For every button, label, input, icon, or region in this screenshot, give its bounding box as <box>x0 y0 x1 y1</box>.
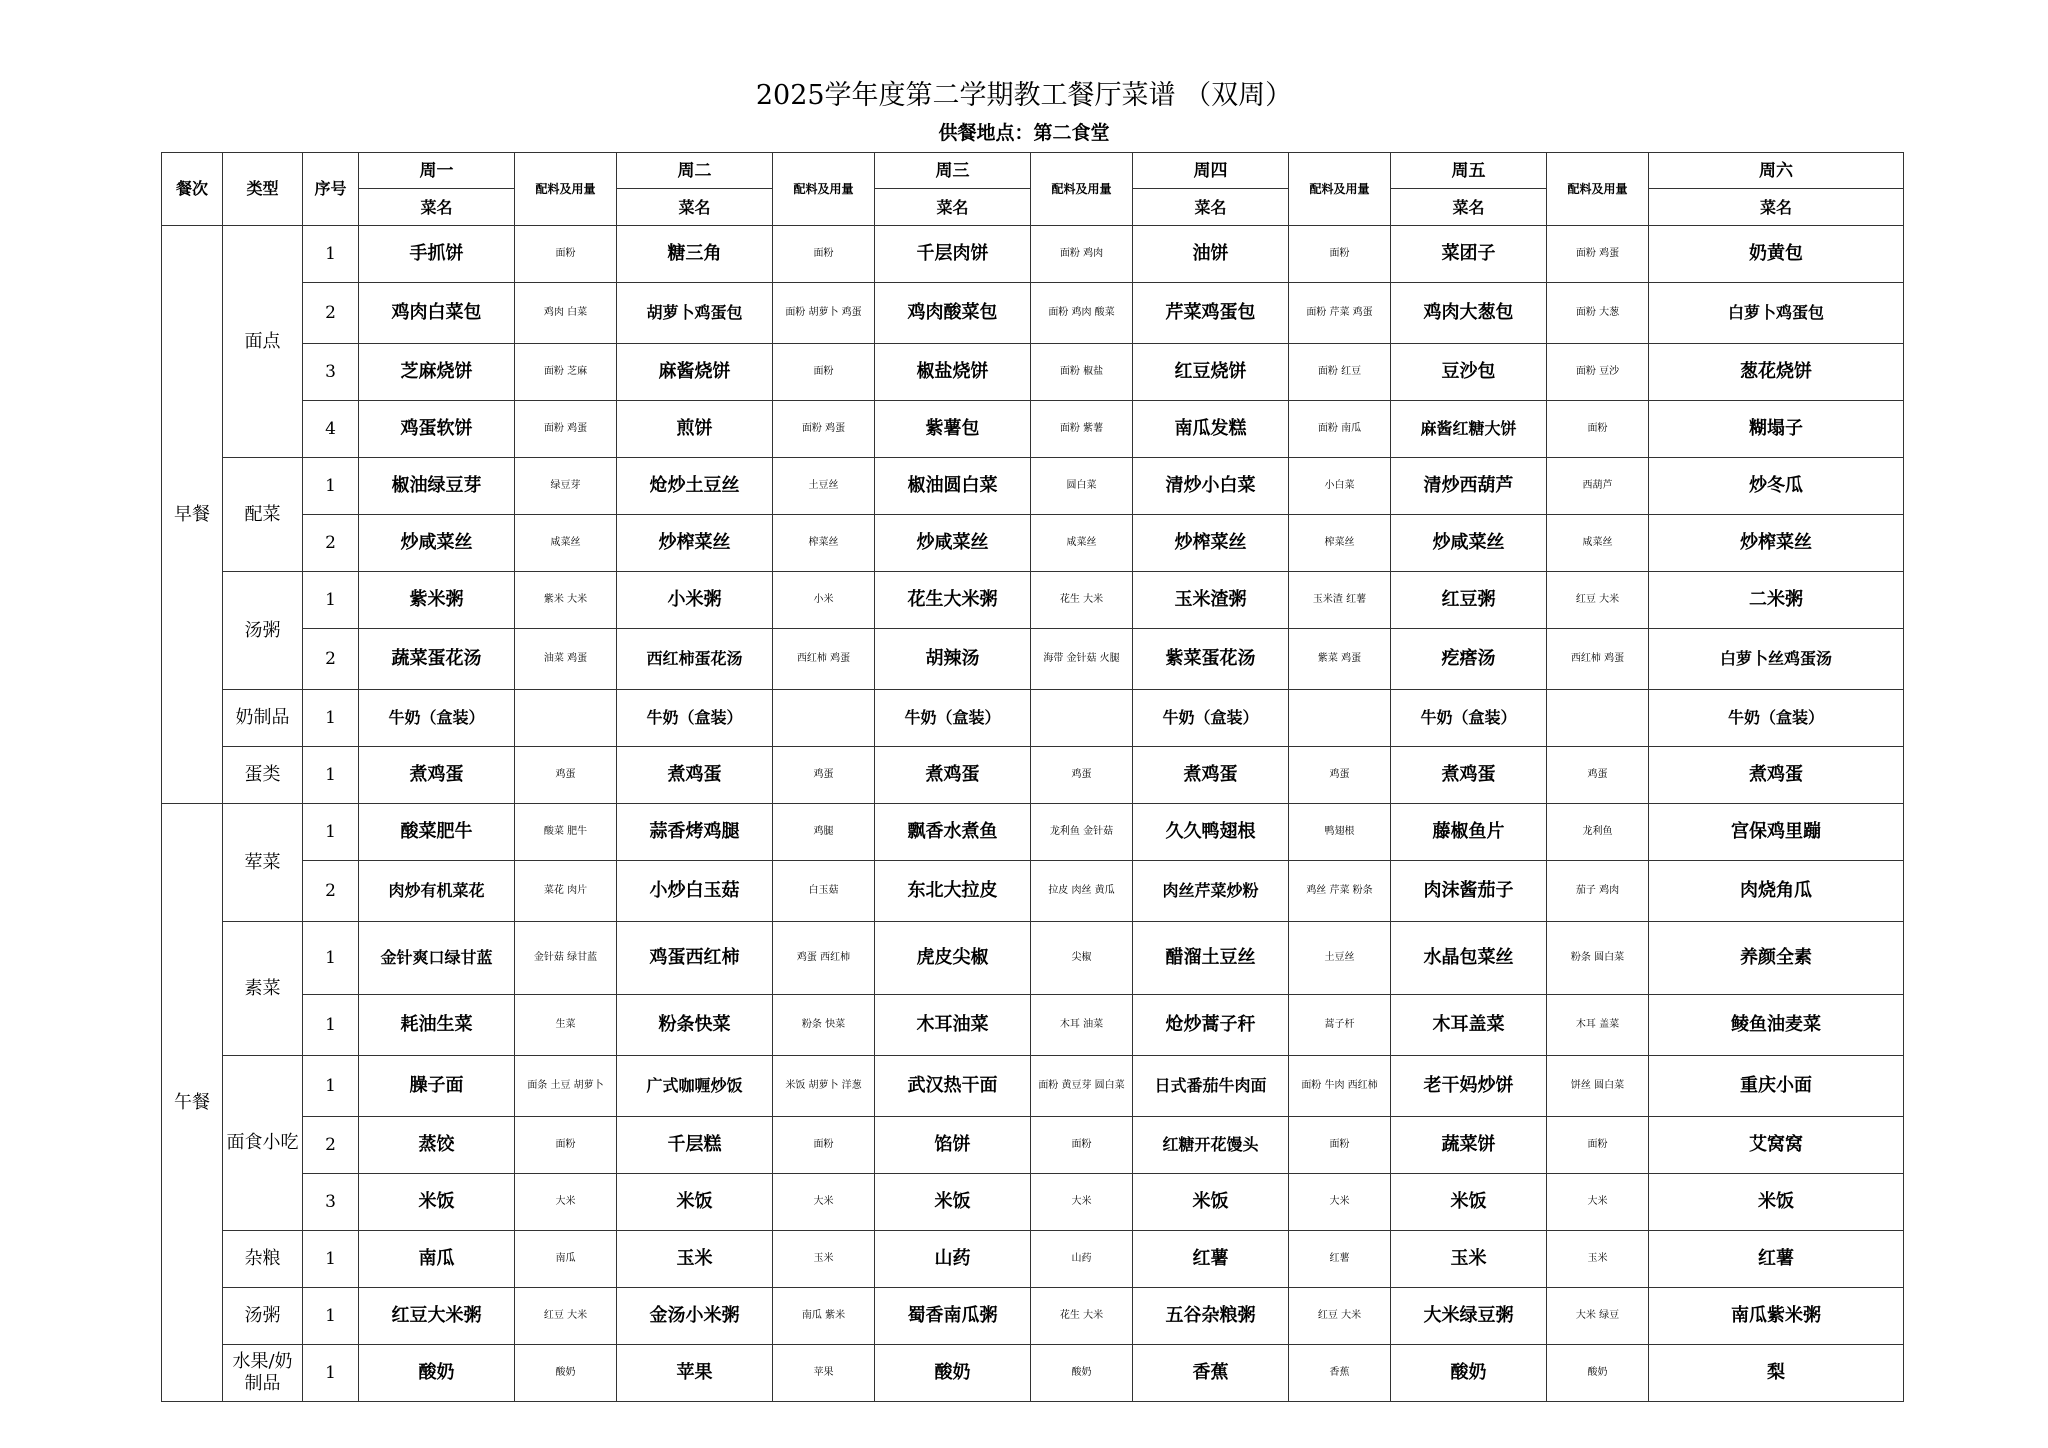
dish-ingredients: 苹果 <box>773 1344 875 1401</box>
type-label: 面食小吃 <box>223 1055 303 1230</box>
dish-ingredients: 尖椒 <box>1031 921 1133 994</box>
dish-ingredients: 面粉 鸡蛋 <box>773 400 875 457</box>
dish-ingredients: 大米 <box>1547 1173 1649 1230</box>
dish-ingredients: 米饭 胡萝卜 洋葱 <box>773 1055 875 1116</box>
dish-name: 老干妈炒饼 <box>1391 1055 1547 1116</box>
page-title: 2025学年度第二学期教工餐厅菜谱 （双周） <box>755 80 1293 111</box>
dish-name: 香蕉 <box>1133 1344 1289 1401</box>
dish-ingredients: 面粉 <box>773 343 875 400</box>
seq-number: 1 <box>303 457 359 514</box>
menu-row <box>162 343 1904 400</box>
dish-name: 清炒西葫芦 <box>1391 457 1547 514</box>
dish-name: 大米绿豆粥 <box>1391 1287 1547 1344</box>
dish-ingredients: 鸡蛋 <box>1031 746 1133 803</box>
dish-name: 飘香水煮鱼 <box>875 803 1031 860</box>
dish-ingredients: 小米 <box>773 571 875 628</box>
dish-name: 宫保鸡里蹦 <box>1649 803 1904 860</box>
dish-name: 酸菜肥牛 <box>359 803 515 860</box>
dish-name: 鸡蛋西红柿 <box>617 921 773 994</box>
dish-name: 麻酱红糖大饼 <box>1391 400 1547 457</box>
dish-name: 玉米渣粥 <box>1133 571 1289 628</box>
header-ingredients: 配料及用量 <box>773 153 875 226</box>
dish-ingredients: 西葫芦 <box>1547 457 1649 514</box>
dish-ingredients: 面粉 鸡蛋 <box>515 400 617 457</box>
dish-ingredients: 酸奶 <box>515 1344 617 1401</box>
dish-name: 鸡肉白菜包 <box>359 282 515 343</box>
header-type: 类型 <box>223 153 303 226</box>
dish-ingredients: 鸡蛋 <box>773 746 875 803</box>
dish-ingredients: 香蕉 <box>1289 1344 1391 1401</box>
dish-name: 千层肉饼 <box>875 225 1031 282</box>
dish-ingredients: 面粉 芝麻 <box>515 343 617 400</box>
menu-row <box>162 1055 1904 1116</box>
dish-ingredients: 山药 <box>1031 1230 1133 1287</box>
dish-ingredients: 菜花 肉片 <box>515 860 617 921</box>
menu-row <box>162 803 1904 860</box>
dish-ingredients: 红薯 <box>1289 1230 1391 1287</box>
dish-name: 胡萝卜鸡蛋包 <box>617 282 773 343</box>
dish-ingredients: 红豆 大米 <box>515 1287 617 1344</box>
dish-ingredients <box>773 689 875 746</box>
dish-name: 紫菜蛋花汤 <box>1133 628 1289 689</box>
dish-name: 蒜香烤鸡腿 <box>617 803 773 860</box>
dish-name: 牛奶（盒装） <box>1649 689 1904 746</box>
dish-ingredients: 南瓜 紫米 <box>773 1287 875 1344</box>
dish-name: 玉米 <box>617 1230 773 1287</box>
dish-name: 菜团子 <box>1391 225 1547 282</box>
dish-name: 葱花烧饼 <box>1649 343 1904 400</box>
dish-name: 耗油生菜 <box>359 994 515 1055</box>
dish-name: 奶黄包 <box>1649 225 1904 282</box>
menu-row <box>162 1116 1904 1173</box>
dish-name: 千层糕 <box>617 1116 773 1173</box>
dish-name: 白萝卜鸡蛋包 <box>1649 282 1904 343</box>
menu-row <box>162 457 1904 514</box>
header-dish-name: 菜名 <box>875 189 1031 225</box>
menu-row <box>162 628 1904 689</box>
header-day-fri: 周五 <box>1391 153 1547 189</box>
dish-ingredients: 粉条 圆白菜 <box>1547 921 1649 994</box>
seq-number: 1 <box>303 689 359 746</box>
dish-name: 酸奶 <box>875 1344 1031 1401</box>
header-ingredients: 配料及用量 <box>1031 153 1133 226</box>
dish-name: 木耳盖菜 <box>1391 994 1547 1055</box>
menu-row <box>162 514 1904 571</box>
dish-ingredients: 鸡丝 芹菜 粉条 <box>1289 860 1391 921</box>
dish-name: 炒冬瓜 <box>1649 457 1904 514</box>
dish-name: 煮鸡蛋 <box>875 746 1031 803</box>
dish-name: 花生大米粥 <box>875 571 1031 628</box>
type-label: 汤粥 <box>223 571 303 689</box>
dish-ingredients: 土豆丝 <box>773 457 875 514</box>
dish-name: 米饭 <box>875 1173 1031 1230</box>
dish-name: 煎饼 <box>617 400 773 457</box>
dish-name: 广式咖喱炒饭 <box>617 1055 773 1116</box>
header-ingredients: 配料及用量 <box>1289 153 1391 226</box>
dish-ingredients: 面粉 黄豆芽 圆白菜 <box>1031 1055 1133 1116</box>
menu-row <box>162 689 1904 746</box>
header-meal: 餐次 <box>162 153 223 226</box>
dish-name: 紫米粥 <box>359 571 515 628</box>
dish-name: 玉米 <box>1391 1230 1547 1287</box>
menu-row <box>162 1230 1904 1287</box>
dish-name: 金汤小米粥 <box>617 1287 773 1344</box>
dish-ingredients: 榨菜丝 <box>1289 514 1391 571</box>
dish-ingredients: 大米 <box>773 1173 875 1230</box>
seq-number: 3 <box>303 1173 359 1230</box>
page-subtitle: 供餐地点：第二食堂 <box>938 122 1110 144</box>
seq-number: 2 <box>303 282 359 343</box>
menu-row <box>162 921 1904 994</box>
dish-name: 炒咸菜丝 <box>875 514 1031 571</box>
dish-name: 麻酱烧饼 <box>617 343 773 400</box>
dish-name: 炒咸菜丝 <box>1391 514 1547 571</box>
dish-name: 武汉热干面 <box>875 1055 1031 1116</box>
seq-number: 3 <box>303 343 359 400</box>
meal-label: 早餐 <box>162 225 223 803</box>
seq-number: 2 <box>303 1116 359 1173</box>
dish-ingredients: 面粉 鸡肉 酸菜 <box>1031 282 1133 343</box>
dish-name: 椒油圆白菜 <box>875 457 1031 514</box>
dish-name: 南瓜发糕 <box>1133 400 1289 457</box>
dish-name: 煮鸡蛋 <box>359 746 515 803</box>
dish-name: 重庆小面 <box>1649 1055 1904 1116</box>
dish-name: 白萝卜丝鸡蛋汤 <box>1649 628 1904 689</box>
menu-row <box>162 1344 1904 1401</box>
dish-name: 椒油绿豆芽 <box>359 457 515 514</box>
header-day-sat: 周六 <box>1649 153 1904 189</box>
dish-name: 炒咸菜丝 <box>359 514 515 571</box>
dish-ingredients: 花生 大米 <box>1031 1287 1133 1344</box>
seq-number: 2 <box>303 628 359 689</box>
dish-name: 清炒小白菜 <box>1133 457 1289 514</box>
dish-name: 馅饼 <box>875 1116 1031 1173</box>
dish-name: 煮鸡蛋 <box>1391 746 1547 803</box>
meal-label: 午餐 <box>162 803 223 1401</box>
seq-number: 1 <box>303 921 359 994</box>
dish-ingredients: 大米 <box>1031 1173 1133 1230</box>
seq-number: 1 <box>303 746 359 803</box>
dish-ingredients: 鸡腿 <box>773 803 875 860</box>
dish-ingredients: 玉米 <box>773 1230 875 1287</box>
dish-ingredients <box>1547 689 1649 746</box>
dish-name: 煮鸡蛋 <box>1649 746 1904 803</box>
dish-name: 山药 <box>875 1230 1031 1287</box>
dish-name: 手抓饼 <box>359 225 515 282</box>
dish-name: 牛奶（盒装） <box>1391 689 1547 746</box>
dish-ingredients: 鸡蛋 <box>1289 746 1391 803</box>
dish-ingredients: 红豆 大米 <box>1547 571 1649 628</box>
dish-name: 粉条快菜 <box>617 994 773 1055</box>
dish-name: 糖三角 <box>617 225 773 282</box>
dish-name: 米饭 <box>1133 1173 1289 1230</box>
header-dish-name: 菜名 <box>359 189 515 225</box>
dish-ingredients: 面粉 <box>1547 400 1649 457</box>
dish-ingredients: 龙利鱼 金针菇 <box>1031 803 1133 860</box>
dish-ingredients: 花生 大米 <box>1031 571 1133 628</box>
dish-name: 芝麻烧饼 <box>359 343 515 400</box>
dish-ingredients: 粉条 快菜 <box>773 994 875 1055</box>
dish-ingredients: 面粉 鸡肉 <box>1031 225 1133 282</box>
type-label: 杂粮 <box>223 1230 303 1287</box>
dish-ingredients: 茄子 鸡肉 <box>1547 860 1649 921</box>
dish-name: 南瓜 <box>359 1230 515 1287</box>
seq-number: 1 <box>303 1344 359 1401</box>
dish-ingredients: 绿豆芽 <box>515 457 617 514</box>
dish-ingredients: 红豆 大米 <box>1289 1287 1391 1344</box>
dish-name: 红薯 <box>1649 1230 1904 1287</box>
menu-row <box>162 1287 1904 1344</box>
dish-name: 炝炒蒿子秆 <box>1133 994 1289 1055</box>
type-label: 配菜 <box>223 457 303 571</box>
dish-name: 糊塌子 <box>1649 400 1904 457</box>
dish-ingredients: 鸡蛋 西红柿 <box>773 921 875 994</box>
seq-number: 1 <box>303 994 359 1055</box>
header-ingredients: 配料及用量 <box>515 153 617 226</box>
dish-ingredients: 紫菜 鸡蛋 <box>1289 628 1391 689</box>
dish-ingredients: 面粉 <box>1031 1116 1133 1173</box>
dish-name: 日式番茄牛肉面 <box>1133 1055 1289 1116</box>
seq-number: 2 <box>303 514 359 571</box>
dish-name: 南瓜紫米粥 <box>1649 1287 1904 1344</box>
dish-name: 二米粥 <box>1649 571 1904 628</box>
dish-ingredients: 咸菜丝 <box>1031 514 1133 571</box>
dish-name: 西红柿蛋花汤 <box>617 628 773 689</box>
dish-name: 鸡肉大葱包 <box>1391 282 1547 343</box>
dish-ingredients: 面粉 芹菜 鸡蛋 <box>1289 282 1391 343</box>
dish-name: 东北大拉皮 <box>875 860 1031 921</box>
dish-ingredients: 木耳 油菜 <box>1031 994 1133 1055</box>
seq-number: 1 <box>303 1055 359 1116</box>
dish-name: 米饭 <box>1649 1173 1904 1230</box>
dish-name: 肉丝芹菜炒粉 <box>1133 860 1289 921</box>
dish-ingredients: 木耳 盖菜 <box>1547 994 1649 1055</box>
dish-ingredients: 面粉 <box>515 1116 617 1173</box>
dish-name: 肉炒有机菜花 <box>359 860 515 921</box>
dish-ingredients: 大米 <box>515 1173 617 1230</box>
dish-ingredients <box>1031 689 1133 746</box>
dish-name: 炒榨菜丝 <box>1649 514 1904 571</box>
dish-name: 木耳油菜 <box>875 994 1031 1055</box>
header-day-thu: 周四 <box>1133 153 1289 189</box>
dish-ingredients: 酸菜 肥牛 <box>515 803 617 860</box>
dish-name: 炒榨菜丝 <box>1133 514 1289 571</box>
dish-name: 酸奶 <box>359 1344 515 1401</box>
dish-ingredients: 圆白菜 <box>1031 457 1133 514</box>
dish-ingredients: 面粉 椒盐 <box>1031 343 1133 400</box>
dish-name: 豆沙包 <box>1391 343 1547 400</box>
dish-ingredients: 面粉 <box>1289 225 1391 282</box>
header-dish-name: 菜名 <box>1649 189 1904 225</box>
seq-number: 1 <box>303 803 359 860</box>
dish-name: 米饭 <box>617 1173 773 1230</box>
dish-name: 醋溜土豆丝 <box>1133 921 1289 994</box>
dish-ingredients: 面粉 牛肉 西红柿 <box>1289 1055 1391 1116</box>
dish-name: 蜀香南瓜粥 <box>875 1287 1031 1344</box>
dish-ingredients: 面粉 胡萝卜 鸡蛋 <box>773 282 875 343</box>
seq-number: 1 <box>303 1287 359 1344</box>
dish-ingredients: 面粉 南瓜 <box>1289 400 1391 457</box>
dish-name: 五谷杂粮粥 <box>1133 1287 1289 1344</box>
dish-name: 米饭 <box>1391 1173 1547 1230</box>
dish-ingredients: 西红柿 鸡蛋 <box>1547 628 1649 689</box>
dish-ingredients: 龙利鱼 <box>1547 803 1649 860</box>
dish-name: 小米粥 <box>617 571 773 628</box>
dish-ingredients: 面粉 <box>515 225 617 282</box>
dish-name: 红豆大米粥 <box>359 1287 515 1344</box>
dish-name: 米饭 <box>359 1173 515 1230</box>
dish-name: 虎皮尖椒 <box>875 921 1031 994</box>
dish-name: 椒盐烧饼 <box>875 343 1031 400</box>
dish-ingredients: 生菜 <box>515 994 617 1055</box>
dish-ingredients: 酸奶 <box>1031 1344 1133 1401</box>
dish-ingredients: 面条 土豆 胡萝卜 <box>515 1055 617 1116</box>
dish-ingredients: 大米 <box>1289 1173 1391 1230</box>
dish-ingredients: 面粉 <box>1547 1116 1649 1173</box>
dish-ingredients: 金针菇 绿甘蓝 <box>515 921 617 994</box>
dish-name: 红糖开花馒头 <box>1133 1116 1289 1173</box>
seq-number: 2 <box>303 860 359 921</box>
dish-name: 艾窝窝 <box>1649 1116 1904 1173</box>
dish-ingredients <box>515 689 617 746</box>
header-dish-name: 菜名 <box>1133 189 1289 225</box>
type-label: 奶制品 <box>223 689 303 746</box>
dish-ingredients: 白玉菇 <box>773 860 875 921</box>
dish-name: 炝炒土豆丝 <box>617 457 773 514</box>
dish-ingredients: 榨菜丝 <box>773 514 875 571</box>
dish-name: 牛奶（盒装） <box>359 689 515 746</box>
dish-ingredients: 小白菜 <box>1289 457 1391 514</box>
menu-row <box>162 746 1904 803</box>
dish-name: 小炒白玉菇 <box>617 860 773 921</box>
dish-ingredients: 西红柿 鸡蛋 <box>773 628 875 689</box>
dish-ingredients: 面粉 鸡蛋 <box>1547 225 1649 282</box>
dish-name: 红薯 <box>1133 1230 1289 1287</box>
seq-number: 1 <box>303 1230 359 1287</box>
dish-ingredients: 鸡蛋 <box>515 746 617 803</box>
menu-row <box>162 400 1904 457</box>
dish-ingredients: 面粉 <box>773 1116 875 1173</box>
seq-number: 1 <box>303 225 359 282</box>
type-label: 蛋类 <box>223 746 303 803</box>
dish-name: 酸奶 <box>1391 1344 1547 1401</box>
dish-ingredients: 鸡肉 白菜 <box>515 282 617 343</box>
header-seq: 序号 <box>303 153 359 226</box>
menu-row <box>162 994 1904 1055</box>
dish-name: 红豆粥 <box>1391 571 1547 628</box>
dish-ingredients: 面粉 <box>1289 1116 1391 1173</box>
dish-ingredients: 咸菜丝 <box>515 514 617 571</box>
dish-ingredients: 酸奶 <box>1547 1344 1649 1401</box>
dish-name: 牛奶（盒装） <box>1133 689 1289 746</box>
dish-name: 梨 <box>1649 1344 1904 1401</box>
dish-ingredients: 蒿子杆 <box>1289 994 1391 1055</box>
header-day-mon: 周一 <box>359 153 515 189</box>
dish-name: 油饼 <box>1133 225 1289 282</box>
dish-ingredients: 鸡蛋 <box>1547 746 1649 803</box>
dish-ingredients <box>1289 689 1391 746</box>
type-label: 水果/奶制品 <box>223 1344 303 1401</box>
dish-ingredients: 面粉 红豆 <box>1289 343 1391 400</box>
dish-name: 紫薯包 <box>875 400 1031 457</box>
dish-name: 肉烧角瓜 <box>1649 860 1904 921</box>
dish-ingredients: 南瓜 <box>515 1230 617 1287</box>
dish-name: 煮鸡蛋 <box>1133 746 1289 803</box>
type-label: 汤粥 <box>223 1287 303 1344</box>
dish-name: 金针爽口绿甘蓝 <box>359 921 515 994</box>
dish-ingredients: 海带 金针菇 火腿 <box>1031 628 1133 689</box>
dish-ingredients: 玉米渣 红薯 <box>1289 571 1391 628</box>
dish-ingredients: 大米 绿豆 <box>1547 1287 1649 1344</box>
dish-ingredients: 土豆丝 <box>1289 921 1391 994</box>
dish-name: 鸡蛋软饼 <box>359 400 515 457</box>
menu-row <box>162 860 1904 921</box>
seq-number: 4 <box>303 400 359 457</box>
dish-name: 鲮鱼油麦菜 <box>1649 994 1904 1055</box>
dish-ingredients: 面粉 <box>773 225 875 282</box>
dish-ingredients: 面粉 紫薯 <box>1031 400 1133 457</box>
type-label: 荤菜 <box>223 803 303 921</box>
type-label: 面点 <box>223 225 303 457</box>
header-row-days <box>162 153 1904 189</box>
menu-row <box>162 225 1904 282</box>
dish-ingredients: 面粉 豆沙 <box>1547 343 1649 400</box>
dish-name: 蔬菜蛋花汤 <box>359 628 515 689</box>
dish-name: 臊子面 <box>359 1055 515 1116</box>
dish-name: 牛奶（盒装） <box>875 689 1031 746</box>
dish-name: 蔬菜饼 <box>1391 1116 1547 1173</box>
header-day-tue: 周二 <box>617 153 773 189</box>
dish-name: 鸡肉酸菜包 <box>875 282 1031 343</box>
header-ingredients: 配料及用量 <box>1547 153 1649 226</box>
seq-number: 1 <box>303 571 359 628</box>
header-day-wed: 周三 <box>875 153 1031 189</box>
dish-name: 牛奶（盒装） <box>617 689 773 746</box>
dish-ingredients: 面粉 大葱 <box>1547 282 1649 343</box>
dish-ingredients: 鸭翅根 <box>1289 803 1391 860</box>
dish-name: 煮鸡蛋 <box>617 746 773 803</box>
dish-name: 养颜全素 <box>1649 921 1904 994</box>
dish-ingredients: 紫米 大米 <box>515 571 617 628</box>
type-label: 素菜 <box>223 921 303 1055</box>
dish-ingredients: 饼丝 圆白菜 <box>1547 1055 1649 1116</box>
menu-row <box>162 571 1904 628</box>
menu-row <box>162 282 1904 343</box>
dish-name: 久久鸭翅根 <box>1133 803 1289 860</box>
menu-row <box>162 1173 1904 1230</box>
dish-name: 藤椒鱼片 <box>1391 803 1547 860</box>
dish-name: 红豆烧饼 <box>1133 343 1289 400</box>
dish-ingredients: 油菜 鸡蛋 <box>515 628 617 689</box>
dish-name: 肉沫酱茄子 <box>1391 860 1547 921</box>
dish-name: 炒榨菜丝 <box>617 514 773 571</box>
dish-name: 芹菜鸡蛋包 <box>1133 282 1289 343</box>
dish-ingredients: 咸菜丝 <box>1547 514 1649 571</box>
header-dish-name: 菜名 <box>1391 189 1547 225</box>
menu-table <box>161 152 1904 1402</box>
dish-ingredients: 拉皮 肉丝 黄瓜 <box>1031 860 1133 921</box>
dish-ingredients: 玉米 <box>1547 1230 1649 1287</box>
dish-name: 蒸饺 <box>359 1116 515 1173</box>
dish-name: 胡辣汤 <box>875 628 1031 689</box>
dish-name: 疙瘩汤 <box>1391 628 1547 689</box>
dish-name: 苹果 <box>617 1344 773 1401</box>
dish-name: 水晶包菜丝 <box>1391 921 1547 994</box>
header-dish-name: 菜名 <box>617 189 773 225</box>
